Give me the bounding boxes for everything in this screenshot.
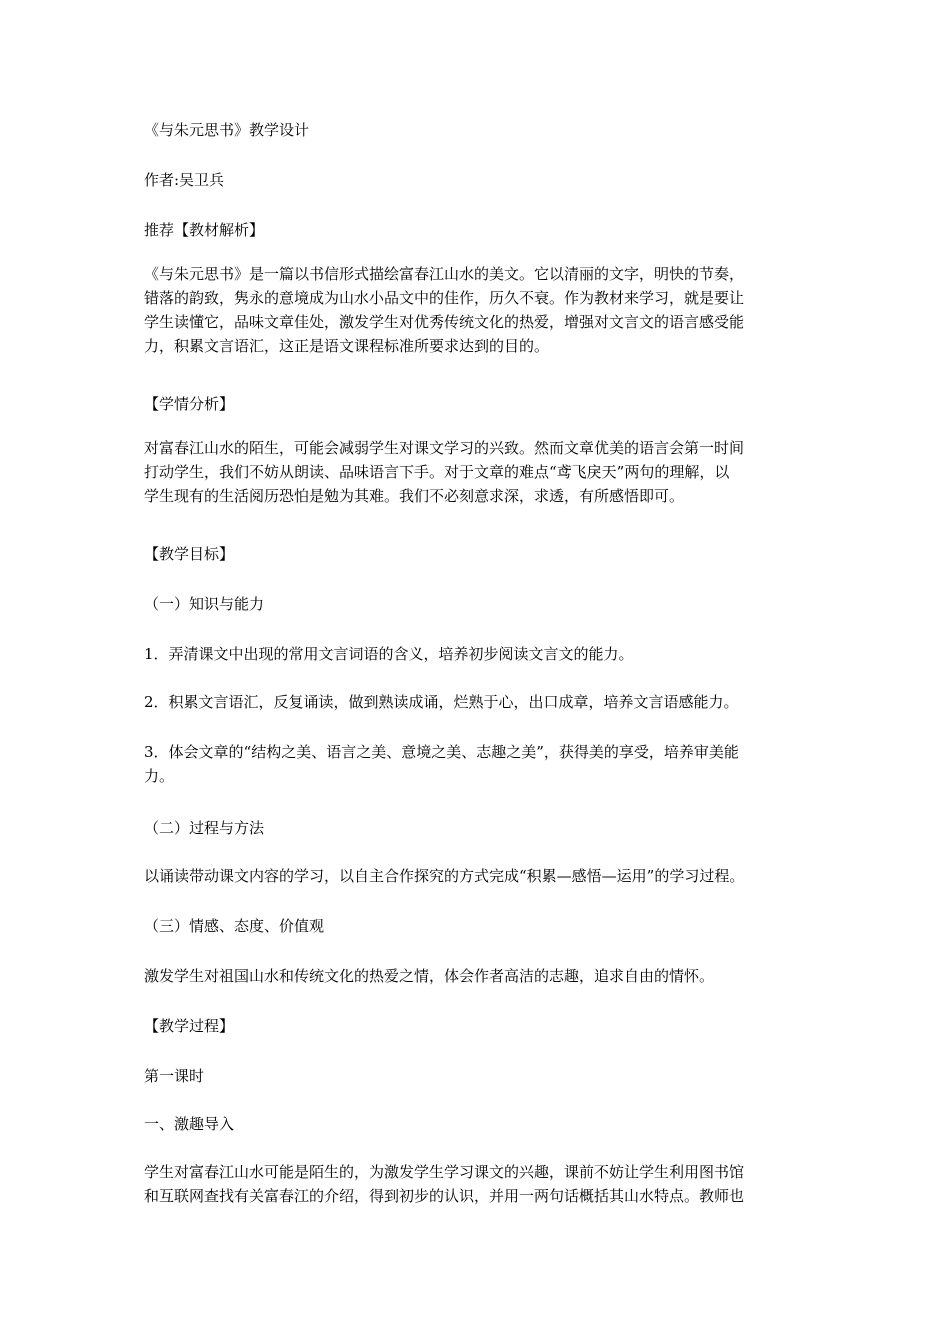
- goal-item-3: [144, 740, 812, 788]
- goal-item-1: 1．弄清课文中出现的常用文言词语的含义，培养初步阅读文言文的能力。: [144, 645, 634, 663]
- paragraph-line: 力。: [144, 767, 175, 785]
- student-analysis-paragraph: [144, 436, 812, 508]
- paragraph-line: 学生现有的生活阅历恐怕是勉为其难。我们不必刻意求深，求透，有所感悟即可。: [144, 487, 685, 505]
- step-one-heading: 一、激趣导入: [144, 1115, 235, 1133]
- paragraph-line: 《与朱元思书》是一篇以书信形式描绘富春江山水的美文。它以清丽的文字，明快的节奏，: [144, 265, 745, 283]
- goal-emotion-heading: （三）情感、态度、价值观: [144, 917, 325, 935]
- lesson-one-label: 第一课时: [144, 1067, 205, 1085]
- teaching-goals-heading: 【教学目标】: [144, 545, 235, 563]
- textbook-analysis-paragraph: [144, 262, 812, 358]
- goal-process-heading: （二）过程与方法: [144, 819, 265, 837]
- goal-emotion-text: 激发学生对祖国山水和传统文化的热爱之情，体会作者高洁的志趣，追求自由的情怀。: [144, 967, 715, 985]
- goal-process-text: 以诵读带动课文内容的学习，以自主合作探究的方式完成“积累—感悟—运用”的学习过程。: [144, 867, 745, 885]
- paragraph-line: 3．体会文章的“结构之美、语言之美、意境之美、志趣之美”，获得美的享受，培养审美能: [144, 743, 739, 761]
- paragraph-line: 学生读懂它，品味文章佳处，激发学生对优秀传统文化的热爱，增强对文言文的语言感受能: [144, 313, 745, 331]
- paragraph-line: 错落的韵致，隽永的意境成为山水小品文中的佳作，历久不衰。作为教材来学习，就是要让: [144, 289, 745, 307]
- paragraph-line: 力，积累文言语汇，这正是语文课程标准所要求达到的目的。: [144, 337, 550, 355]
- document-title: 《与朱元思书》教学设计: [144, 121, 310, 139]
- goal-knowledge-heading: （一）知识与能力: [144, 595, 265, 613]
- student-analysis-heading: 【学情分析】: [144, 395, 235, 413]
- author-line: 作者:吴卫兵: [144, 171, 225, 189]
- teaching-process-heading: 【教学过程】: [144, 1017, 235, 1035]
- paragraph-line: 打动学生，我们不妨从朗读、品味语言下手。对于文章的难点“鸢飞戾天”两句的理解，以: [144, 463, 730, 481]
- paragraph-line: 学生对富春江山水可能是陌生的，为激发学生学习课文的兴趣，课前不妨让学生利用图书馆: [144, 1163, 745, 1181]
- recommend-heading: 推荐【教材解析】: [144, 221, 265, 239]
- paragraph-line: 和互联网查找有关富春江的介绍，得到初步的认识，并用一两句话概括其山水特点。教师也: [144, 1187, 745, 1205]
- paragraph-line: 对富春江山水的陌生，可能会减弱学生对课文学习的兴致。然而文章优美的语言会第一时间: [144, 439, 745, 457]
- goal-item-2: 2．积累文言语汇，反复诵读，做到熟读成诵，烂熟于心，出口成章，培养文言语感能力。: [144, 693, 739, 711]
- step-one-paragraph: [144, 1160, 812, 1208]
